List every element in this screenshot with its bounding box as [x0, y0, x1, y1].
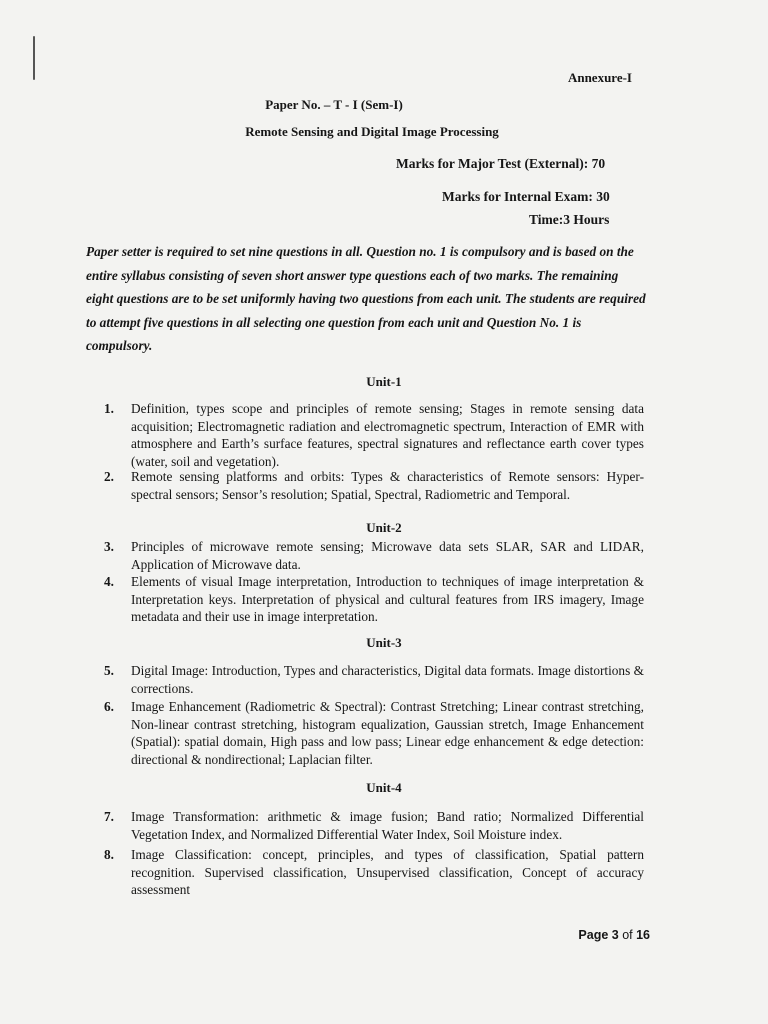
- item-text: Image Transformation: arithmetic & image fusion; Band ratio; Normalized Differential Vegetation Index, and Normalized Differential Water Index, Soil Moisture index.: [131, 809, 644, 842]
- marks-external: Marks for Major Test (External): 70: [396, 156, 606, 171]
- item-number: 3.: [104, 539, 114, 554]
- item-number: 7.: [104, 809, 114, 824]
- exam-time: Time:3 Hours: [529, 212, 610, 227]
- syllabus-item: [104, 698, 644, 768]
- unit-heading: Unit-1: [366, 374, 402, 389]
- item-number: 6.: [104, 699, 114, 714]
- paper-title: Remote Sensing and Digital Image Processing: [245, 124, 499, 139]
- syllabus-item: [104, 538, 644, 573]
- unit-heading: Unit-3: [366, 635, 402, 650]
- item-number: 4.: [104, 574, 114, 589]
- unit-heading: Unit-2: [366, 520, 402, 535]
- item-text: Image Classification: concept, principles, and types of classification, Spatial pattern recognition. Supervised classification, Unsupervised classification, Concept of accuracy assessment: [131, 847, 644, 897]
- paper-setter-instructions: Paper setter is required to set nine questions in all. Question no. 1 is compulsory and is based on the entire syllabus consisting of seven short answer type questions each of two marks. The remaining eight questions are to be set uniformly having two questions from each unit. The students are required to attempt five questions in all selecting one question from each unit and Question No. 1 is compulsory.: [86, 244, 646, 353]
- syllabus-item: [104, 573, 644, 626]
- page-of: of: [618, 928, 637, 942]
- paper-number: Paper No. – T - I (Sem-I): [265, 97, 403, 112]
- item-number: 2.: [104, 469, 114, 484]
- page-prefix: Page: [578, 928, 612, 942]
- item-text: Remote sensing platforms and orbits: Types & characteristics of Remote sensors: Hyper-spectral sensors; Sensor’s resolution; Spatial, Spectral, Radiometric and Temporal.: [131, 469, 644, 502]
- page-number: [578, 928, 650, 942]
- page-current: 3: [611, 928, 619, 942]
- syllabus-item: [104, 400, 644, 470]
- syllabus-item: [104, 846, 644, 899]
- item-number: 1.: [104, 401, 114, 416]
- item-number: 8.: [104, 847, 114, 862]
- item-number: 5.: [104, 663, 114, 678]
- unit-heading: Unit-4: [366, 780, 402, 795]
- marks-internal: Marks for Internal Exam: 30: [442, 189, 610, 204]
- item-text: Definition, types scope and principles of remote sensing; Stages in remote sensing data acquisition; Electromagnetic radiation and electromagnetic spectrum, Interaction of EMR with atmosphere and Earth’s surface features, spectral signatures and reflectance earth cover types (water, soil and vegetation).: [131, 401, 644, 469]
- syllabus-item: [104, 808, 644, 843]
- annexure-label: Annexure-I: [567, 70, 632, 85]
- syllabus-item: [104, 662, 644, 697]
- syllabus-item: [104, 468, 644, 503]
- item-text: Digital Image: Introduction, Types and characteristics, Digital data formats. Image distortions & corrections.: [131, 663, 644, 696]
- page-total: 16: [636, 928, 650, 942]
- item-text: Image Enhancement (Radiometric & Spectral): Contrast Stretching; Linear contrast stretching, Non-linear contrast stretching, histogram equalization, Gaussian stretch, Image Enhancement (Spatial): spatial domain, High pass and low pass; Linear edge enhancement & edge detection: directional & nondirectional; Laplacian filter.: [131, 699, 644, 767]
- item-text: Principles of microwave remote sensing; Microwave data sets SLAR, SAR and LIDAR, Application of Microwave data.: [131, 539, 644, 572]
- margin-mark: [33, 36, 35, 80]
- item-text: Elements of visual Image interpretation, Introduction to techniques of image interpretation & Interpretation keys. Interpretation of physical and cultural features from IRS imagery, Image metadata and their use in image interpretation.: [131, 574, 644, 624]
